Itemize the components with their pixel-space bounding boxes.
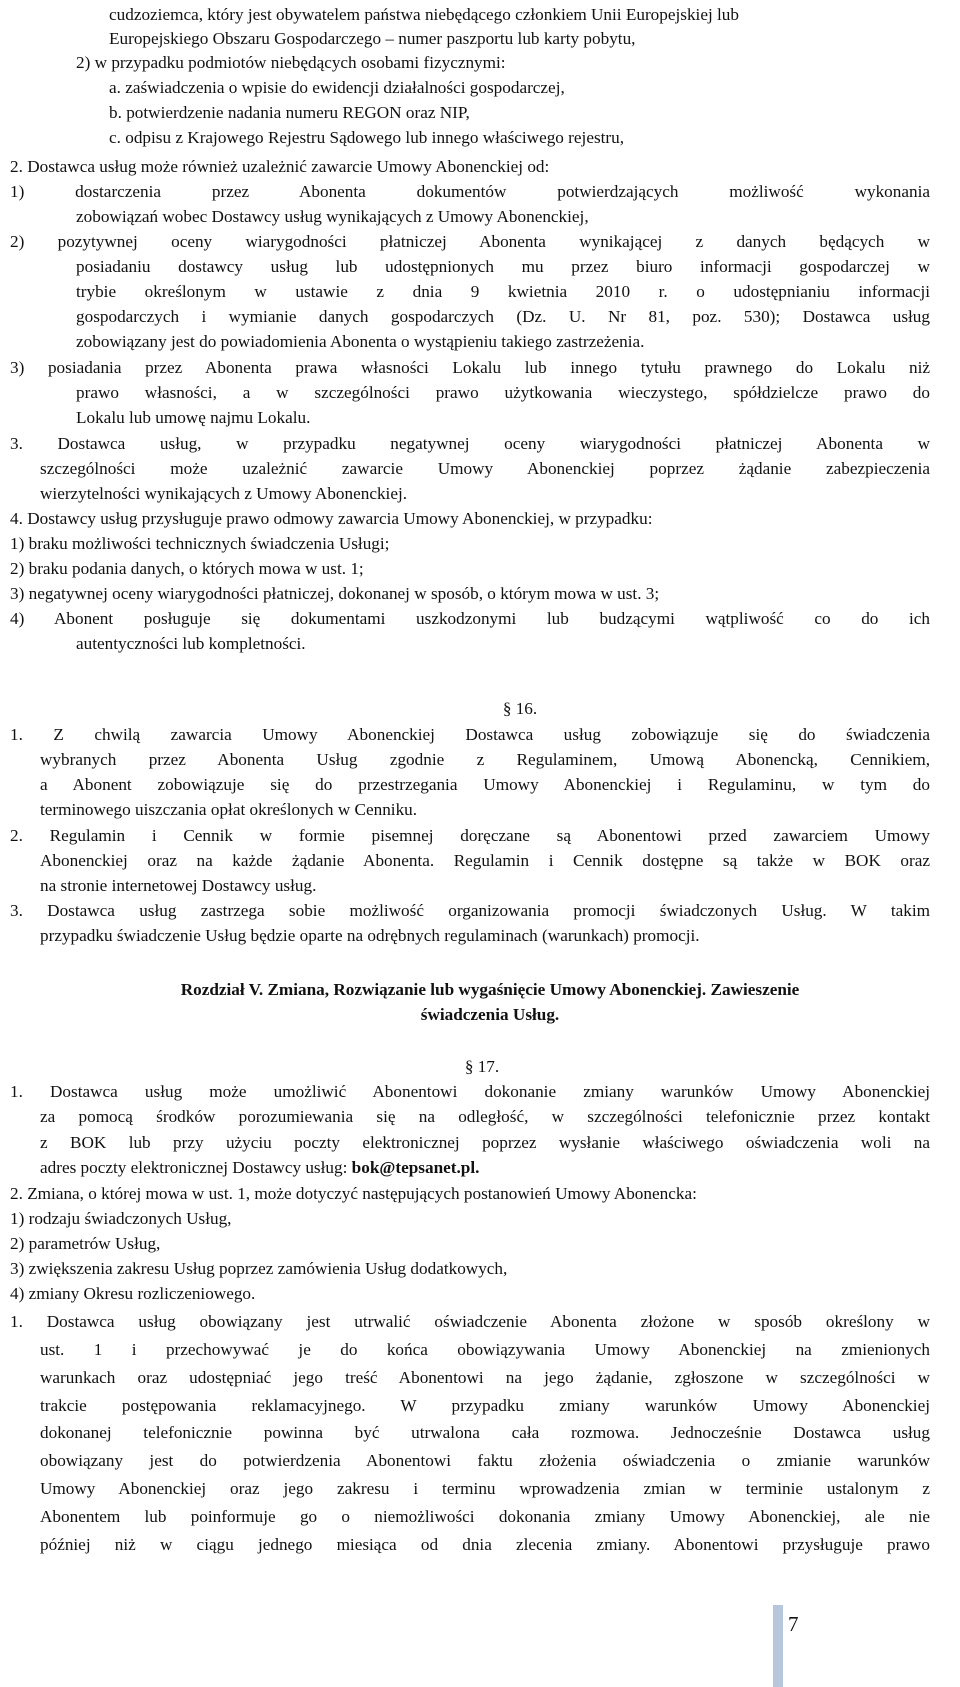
text-line: później niż w ciągu jednego miesiąca od dnia zlecenia zmiany. Abonentowi przysługuje prawo: [40, 1535, 930, 1554]
text-line: trybie określonym w ustawie z dnia 9 kwietnia 2010 r. o udostępnianiu informacji: [76, 282, 930, 301]
text-line: dokonanej telefonicznie powinna być utrwalona cała rozmowa. Jednocześnie Dostawca usług: [40, 1423, 930, 1442]
text-line: Lokalu lub umowę najmu Lokalu.: [76, 408, 311, 427]
text-line: trakcie postępowania reklamacyjnego. W przypadku zmiany warunków Umowy Abonenckiej: [40, 1396, 930, 1415]
text-segment: adres poczty elektronicznej Dostawcy usług:: [40, 1158, 352, 1177]
list-item: 3) zwiększenia zakresu Usług poprzez zamówienia Usług dodatkowych,: [10, 1259, 508, 1278]
text-line: prawo własności, a w szczególności prawo użytkowania wieczystego, spółdzielcze prawo do: [76, 383, 930, 402]
list-item: 1) dostarczenia przez Abonenta dokumentów potwierdzających możliwość wykonania: [10, 182, 930, 201]
text-line: Europejskiego Obszaru Gospodarczego – numer paszportu lub karty pobytu,: [109, 29, 636, 48]
list-item: 3) posiadania przez Abonenta prawa własności Lokalu lub innego tytułu prawnego do Lokalu niż: [10, 358, 930, 377]
list-item: c. odpisu z Krajowego Rejestru Sądowego lub innego właściwego rejestru,: [109, 128, 625, 147]
text-line: zobowiązań wobec Dostawcy usług wynikających z Umowy Abonenckiej,: [76, 207, 589, 226]
section-heading: § 16.: [502, 699, 538, 718]
list-item: a. zaświadczenia o wpisie do ewidencji działalności gospodarczej,: [109, 78, 565, 97]
list-item: 1) braku możliwości technicznych świadczenia Usługi;: [10, 534, 390, 553]
section-heading: § 17.: [464, 1057, 500, 1076]
list-item: 2. Regulamin i Cennik w formie pisemnej doręczane są Abonentowi przed zawarciem Umowy: [10, 826, 930, 845]
chapter-heading: świadczenia Usług.: [420, 1005, 560, 1024]
chapter-heading: Rozdział V. Zmiana, Rozwiązanie lub wygaśnięcie Umowy Abonenckiej. Zawieszenie: [180, 980, 800, 999]
text-line: z BOK lub przy użyciu poczty elektronicznej poprzez wysłanie właściwego oświadczenia woli na: [40, 1133, 930, 1152]
text-line: wierzytelności wynikających z Umowy Abonenckiej.: [40, 484, 408, 503]
text-line: warunkach oraz udostępniać jego treść Abonentowi na jego żądanie, zgłoszone w szczególności w: [40, 1368, 930, 1387]
list-item: 1. Dostawca usług obowiązany jest utrwalić oświadczenie Abonenta złożone w sposób określony w: [10, 1312, 930, 1331]
text-line: [40, 1156, 479, 1180]
text-line: a Abonent zobowiązuje się do przestrzegania Umowy Abonenckiej i Regulaminu, w tym do: [40, 775, 930, 794]
list-item: 4) Abonent posługuje się dokumentami uszkodzonymi lub budzącymi wątpliwość co do ich: [10, 609, 930, 628]
text-line: obowiązany jest do potwierdzenia Abonentowi faktu złożenia oświadczenia o zmianie warunków: [40, 1451, 930, 1470]
list-item: 2) w przypadku podmiotów niebędących osobami fizycznymi:: [76, 53, 506, 72]
text-line: Abonenckiej oraz na każde żądanie Abonenta. Regulamin i Cennik dostępne są także w BOK oraz: [40, 851, 930, 870]
text-line: za pomocą środków porozumiewania się na odległość, w szczególności telefonicznie przez kontakt: [40, 1107, 930, 1126]
list-item: 2) parametrów Usług,: [10, 1234, 161, 1253]
text-line: terminowego uiszczania opłat określonych w Cenniku.: [40, 800, 418, 819]
list-item: 3. Dostawca usług zastrzega sobie możliwość organizowania promocji świadczonych Usług. W takim: [10, 901, 930, 920]
list-item: 1. Z chwilą zawarcia Umowy Abonenckiej Dostawca usług zobowiązuje się do świadczenia: [10, 725, 930, 744]
text-line: Abonentem lub poinformuje go o niemożliwości dokonania zmiany Umowy Abonenckiej, ale nie: [40, 1507, 930, 1526]
text-line: przypadku świadczenie Usług będzie oparte na odrębnych regulaminach (warunkach) promocji.: [40, 926, 700, 945]
text-line: cudzoziemca, który jest obywatelem państwa niebędącego członkiem Unii Europejskiej lub: [109, 5, 739, 24]
list-item: 2) pozytywnej oceny wiarygodności płatniczej Abonenta wynikającej z danych będących w: [10, 232, 930, 251]
text-line: zobowiązany jest do powiadomienia Abonenta o wystąpieniu takiego zastrzeżenia.: [76, 332, 645, 351]
list-item: 2) braku podania danych, o których mowa w ust. 1;: [10, 559, 364, 578]
list-item: 4) zmiany Okresu rozliczeniowego.: [10, 1284, 256, 1303]
text-line: ust. 1 i przechowywać je do końca obowiązywania Umowy Abonenckiej na zmienionych: [40, 1340, 930, 1359]
list-item: 3. Dostawca usług, w przypadku negatywnej oceny wiarygodności płatniczej Abonenta w: [10, 434, 930, 453]
list-item: 4. Dostawcy usług przysługuje prawo odmowy zawarcia Umowy Abonenckiej, w przypadku:: [10, 509, 653, 528]
list-item: 2. Zmiana, o której mowa w ust. 1, może dotyczyć następujących postanowień Umowy Abonencka:: [10, 1184, 697, 1203]
text-line: gospodarczych i wymianie danych gospodarczych (Dz. U. Nr 81, poz. 530); Dostawca usług: [76, 307, 930, 326]
text-line: Umowy Abonenckiej oraz jego zakresu i terminu wprowadzenia zmian w terminie ustalonym z: [40, 1479, 930, 1498]
text-line: wybranych przez Abonenta Usług zgodnie z Regulaminem, Umową Abonencką, Cennikiem,: [40, 750, 930, 769]
list-item: b. potwierdzenie nadania numeru REGON oraz NIP,: [109, 103, 470, 122]
list-item: 2. Dostawca usług może również uzależnić zawarcie Umowy Abonenckiej od:: [10, 157, 550, 176]
text-line: autentyczności lub kompletności.: [76, 634, 306, 653]
list-item: 1. Dostawca usług może umożliwić Abonentowi dokonanie zmiany warunków Umowy Abonenckiej: [10, 1082, 930, 1101]
text-line: szczególności może uzależnić zawarcie Umowy Abonenckiej poprzez żądanie zabezpieczenia: [40, 459, 930, 478]
list-item: 1) rodzaju świadczonych Usług,: [10, 1209, 232, 1228]
list-item: 3) negatywnej oceny wiarygodności płatniczej, dokonanej w sposób, o którym mowa w ust. 3;: [10, 584, 660, 603]
page-number: 7: [788, 1612, 799, 1636]
page-number-bar: [773, 1605, 783, 1687]
email-text: bok@tepsanet.pl.: [351, 1158, 480, 1177]
text-line: posiadaniu dostawcy usług lub udostępnionych mu przez biuro informacji gospodarczej w: [76, 257, 930, 276]
text-line: na stronie internetowej Dostawcy usług.: [40, 876, 317, 895]
